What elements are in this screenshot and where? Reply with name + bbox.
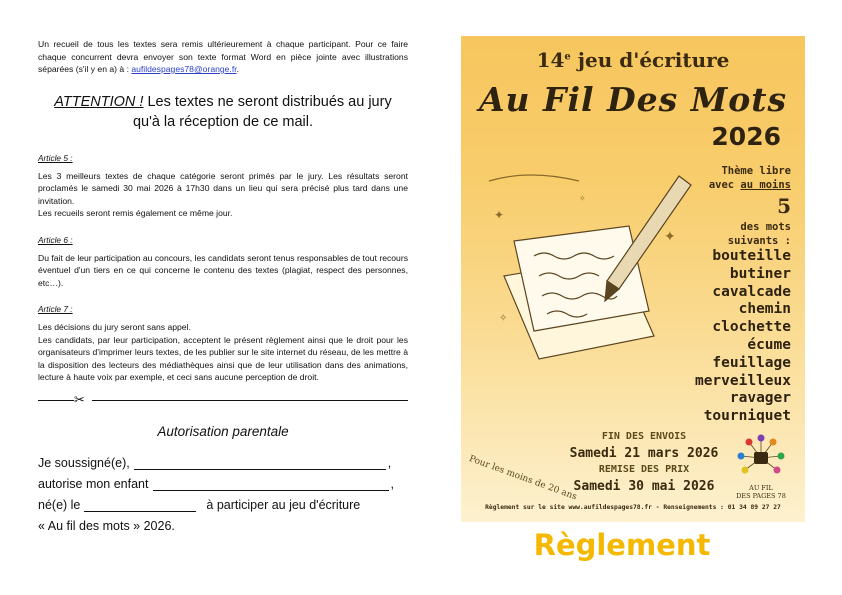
poster-word-count: 5 [777,194,791,218]
intro-paragraph [38,38,408,76]
word-item: butiner [729,265,791,282]
article-7-paragraph-1: Les décisions du jury seront sans appel. [38,322,191,332]
authorization-line-3 [38,495,408,516]
authorization-line-3-text: à participer au jeu d'écriture [206,497,361,512]
poster-dates [563,430,725,496]
word-item: ravager [729,390,791,407]
article-5-title: Article 5 : [38,152,73,163]
attention-notice [38,92,408,132]
words-intro-1: des mots [740,221,791,233]
authorization-line-2-label: autorise mon enfant [38,476,149,491]
network-logo-text [723,484,799,500]
article-6-paragraph-1: Du fait de leur participation au concours, les candidats seront tenus responsables de tout recours éventuel d'un tiers en ce qui concerne le contenu des textes (plagiat, respect des personnes, etc…). [38,252,408,288]
prize-date: Samedi 30 mai 2026 [573,479,715,494]
intro-text: Un recueil de tous les textes sera remis ultérieurement à chaque participant. Pour ce faire chaque concurrent devra envoyer son texte format Word en pièce jointe avec illustrations séparées (s'il y en a) à : [38,39,408,74]
contest-poster [461,36,805,522]
edition-text: jeu d'écriture [570,48,730,72]
theme-at-least: au moins [740,179,791,191]
svg-text:✧: ✧ [579,194,586,203]
deadline-date: Samedi 21 mars 2026 [569,446,719,461]
word-item: bouteille [712,248,791,264]
article-7 [38,303,408,384]
intro-end: . [236,64,239,74]
authorization-line-1-label: Je soussigné(e), [38,455,130,470]
article-7-paragraph-2: Les candidats, par leur participation, acceptent le présent règlement ainsi que le droit pour les organisateurs d'imprimer leurs textes, de les publier sur le site internet du réseau, de les mettre à la disposition des lecteurs des médiathèques ainsi que de leur utilisation dans des animations, lecture à haute voix par exemple, et ceci sans aucune perception de droit. [38,334,408,382]
writing-illustration [479,171,709,371]
parent-name-field[interactable] [134,456,386,470]
deadline-label: FIN DES ENVOIS [601,431,687,442]
svg-text:✦: ✦ [664,228,676,244]
cut-line [38,392,408,408]
svg-text:✧: ✧ [499,313,508,324]
article-7-title: Article 7 : [38,304,73,314]
word-item: merveilleux [694,372,791,389]
scissors-icon: ✂ [74,391,85,407]
authorization-closing: « Au fil des mots » 2026. [38,518,175,533]
attention-text-2: qu'à la réception de ce mail. [132,113,314,130]
poster-edition [461,48,805,72]
authorization-title: Autorisation parentale [157,423,289,439]
word-item: tourniquet [703,408,791,425]
article-6-title: Article 6 : [38,234,73,245]
authorization-line-1-end: , [387,455,392,470]
cut-rule-left [38,400,74,401]
words-intro-2: suivants : [727,235,791,247]
authorization-line-3-label: né(e) le [38,497,81,512]
document-title: Règlement [533,528,711,562]
theme-line-2 [709,178,791,192]
poster-year: 2026 [711,122,781,151]
svg-text:✦: ✦ [494,208,505,222]
word-item: écume [747,336,791,353]
poster-words-intro [728,220,791,248]
edition-superscript: e [564,51,571,63]
rules-column [38,38,408,537]
child-name-field[interactable] [153,477,389,491]
logo-text-line-1: AU FIL [749,484,773,492]
poster-footer: Règlement sur le site www.aufildespages78.fr - Renseignements : 01 34 89 27 27 [485,504,781,511]
theme-with: avec [708,179,741,191]
prize-label: REMISE DES PRIX [598,464,690,475]
article-5-paragraph-1: Les 3 meilleurs textes de chaque catégorie seront primés par le jury. Les résultats seront proclamés le samedi 30 mai 2026 à 17h30 dans un lieu qui sera précisé plus tard dans une invitation. [38,170,408,206]
attention-text-1: Les textes ne seront distribués au jury [143,93,392,110]
birth-date-field[interactable] [84,498,196,512]
poster-word-list [695,248,791,426]
flourish-top [489,175,579,181]
word-item: cavalcade [712,283,791,300]
poster-age-note: Pour les moins de 20 ans [467,454,579,503]
poster-main-title: Au Fil Des Mots [478,80,788,119]
edition-number: 14 [536,48,565,72]
word-item: clochette [712,319,791,336]
article-5-paragraph-2: Les recueils seront remis également ce même jour. [38,208,233,218]
article-5 [38,152,408,220]
authorization-line-2 [38,474,408,495]
word-item: chemin [738,301,791,318]
poster-theme [709,164,791,192]
cut-rule-right [92,400,408,401]
contact-email-link[interactable]: aufildespages78@orange.fr [131,64,237,74]
theme-line-1: Thème libre [721,165,791,177]
logo-text-line-2: DES PAGES 78 [736,492,786,500]
authorization-line-2-end: , [390,476,394,491]
word-item: feuillage [712,354,791,371]
authorization-line-1 [38,453,408,474]
article-6 [38,234,408,290]
attention-word: ATTENTION ! [54,93,144,110]
